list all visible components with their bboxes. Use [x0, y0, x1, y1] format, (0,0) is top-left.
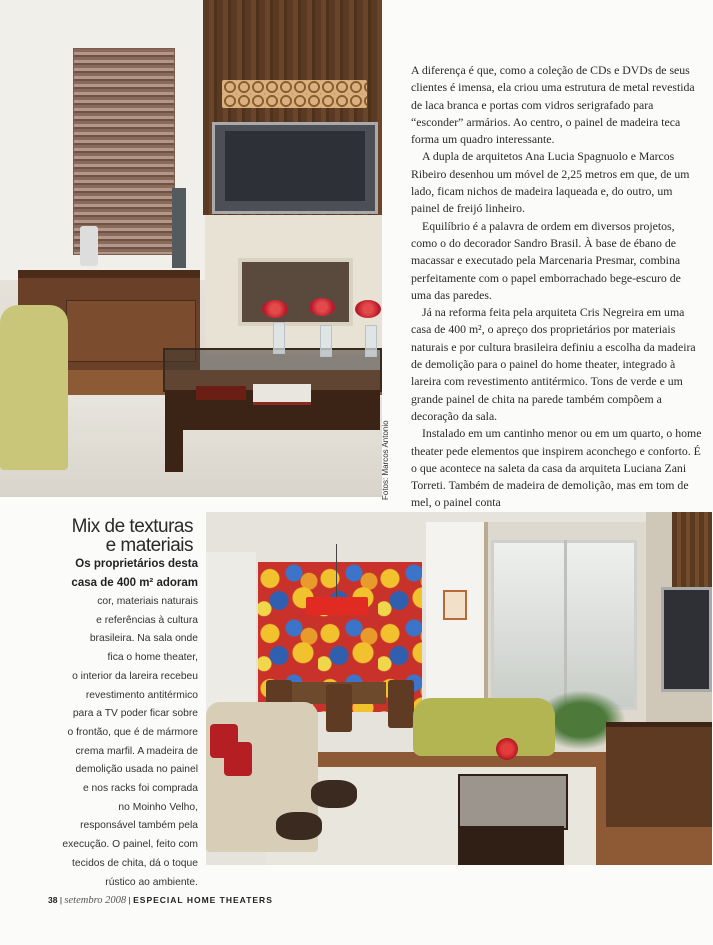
- glass-vase: [365, 325, 377, 357]
- glass-vase: [273, 322, 285, 354]
- firewood-niche: [222, 80, 367, 108]
- red-flower: [309, 298, 335, 316]
- sidebar-body-line: responsável também pela: [80, 820, 198, 832]
- sidebar-body-line: tecidos de chita, dá o toque: [72, 857, 198, 869]
- red-flower: [355, 300, 381, 318]
- speaker: [172, 188, 186, 268]
- dining-chair: [388, 680, 414, 728]
- section-name: ESPECIAL HOME THEATERS: [133, 895, 273, 905]
- sidebar-body-line: o frontão, que é de mármore: [67, 726, 198, 738]
- page-number: 38: [48, 895, 58, 905]
- red-cushion: [224, 742, 252, 776]
- sidebar-body-line: revestimento antitérmico: [85, 689, 198, 701]
- coffee-table-base: [458, 826, 564, 865]
- red-flower: [262, 300, 288, 318]
- article-paragraph: A dupla de arquitetos Ana Lucia Spagnuolo e Marcos Ribeiro desenhou um móvel de 2,25 metros em que, de um lado, ficam nichos de madeira laqueada e, do outro, um painel de freijó linheiro.: [411, 149, 690, 216]
- red-flower: [496, 738, 518, 760]
- sidebar-body-line: demolição usada no painel: [75, 764, 198, 776]
- sidebar-body-line: execução. O painel, feito com: [62, 839, 198, 851]
- flat-tv: [661, 587, 712, 692]
- book: [196, 386, 246, 400]
- woven-blind: [73, 48, 175, 255]
- article-paragraph: Já na reforma feita pela arquiteta Cris Negreira em uma casa de 400 m², o apreço dos proprietários por materiais naturais e por cultura brasileira definiu a escolha da madeira de demolição para o painel do home theater, integrado à lareira com revestimento antitérmico. Tons de verde e um grande painel de chita na parede também compõem a decoração da sala.: [411, 305, 696, 423]
- sidebar-title: [72, 517, 193, 555]
- flat-tv: [212, 122, 378, 214]
- sidebar-lead-line: casa de 400 m² adoram: [71, 577, 198, 589]
- coffee-table-leg: [165, 390, 183, 472]
- book: [253, 384, 311, 405]
- sidebar-body-line: e referências à cultura: [96, 614, 198, 626]
- article-paragraph: A diferença é que, como a coleção de CDs e DVDs de seus clientes é imensa, ela criou uma estrutura de metal revestida de laca branca e portas com vidros serigrafado para “esconder” armários. Ao centro, o painel de madeira teca forma um quadro interessante.: [411, 63, 695, 147]
- wood-stool: [276, 812, 322, 840]
- demolition-wood-panel: [672, 512, 712, 592]
- wall-ornament: [443, 590, 467, 620]
- sidebar-body-line: brasileira. Na sala onde: [89, 633, 198, 645]
- photo-open-living-room: [206, 512, 712, 865]
- sidebar-body-line: para a TV poder ficar sobre: [72, 708, 198, 720]
- sidebar-lead-line: Os proprietários desta: [75, 558, 198, 570]
- red-pendant-lamp: [306, 597, 368, 615]
- sidebar-body-line: no Moinho Velho,: [118, 801, 198, 813]
- sidebar-body-line: crema marfil. A madeira de: [75, 745, 198, 757]
- article-paragraph: Instalado em um cantinho menor ou em um quarto, o home theater pede elementos que inspirem aconchego e conforto. É o que acontece na saleta da casa da arquiteta Luciana Zani Torreti. Também de madeira de demolição, mas em tom de mel, o painel conta: [411, 426, 702, 510]
- sidebar-title-line: e materiais: [105, 535, 193, 556]
- sidebar-body-line: rústico ao ambiente.: [105, 876, 198, 888]
- pendant-wire: [336, 544, 337, 598]
- sidebar-body-line: e nos racks foi comprada: [82, 783, 198, 795]
- wood-stool: [311, 780, 357, 808]
- glass-coffee-table: [458, 774, 568, 830]
- sidebar-body-line: o interior da lareira recebeu: [72, 670, 198, 682]
- sidebar-body-line: fica o home theater,: [107, 652, 198, 664]
- article-body: [411, 62, 703, 512]
- firebox: [238, 258, 353, 326]
- dining-chair: [326, 684, 352, 732]
- photo-living-room-fireplace: [0, 0, 382, 497]
- photo-credit: Fotos: Marcos Antonio: [381, 420, 390, 500]
- wood-rack: [606, 722, 712, 827]
- issue-date: setembro 2008: [64, 895, 127, 906]
- sidebar-body: [6, 593, 198, 892]
- article-paragraph: Equilíbrio é a palavra de ordem em diversos projetos, como o do decorador Sandro Brasil. À base de ébano de macassar e executado pela Marcenaria Presmar, combina perfeitamente com o papel emborrachado bege-escuro de uma das paredes.: [411, 218, 681, 302]
- candle-holder: [80, 226, 98, 266]
- glass-vase: [320, 325, 332, 357]
- sidebar-body-line: cor, materiais naturais: [97, 596, 198, 607]
- door-mullion: [564, 540, 567, 710]
- green-armchair: [0, 305, 68, 470]
- green-sofa: [413, 698, 555, 756]
- sidebar-title-line: Mix de texturas: [71, 516, 193, 537]
- sidebar-lead: [13, 555, 198, 593]
- page-footer: 38 | setembro 2008 | ESPECIAL HOME THEATERS: [48, 895, 273, 906]
